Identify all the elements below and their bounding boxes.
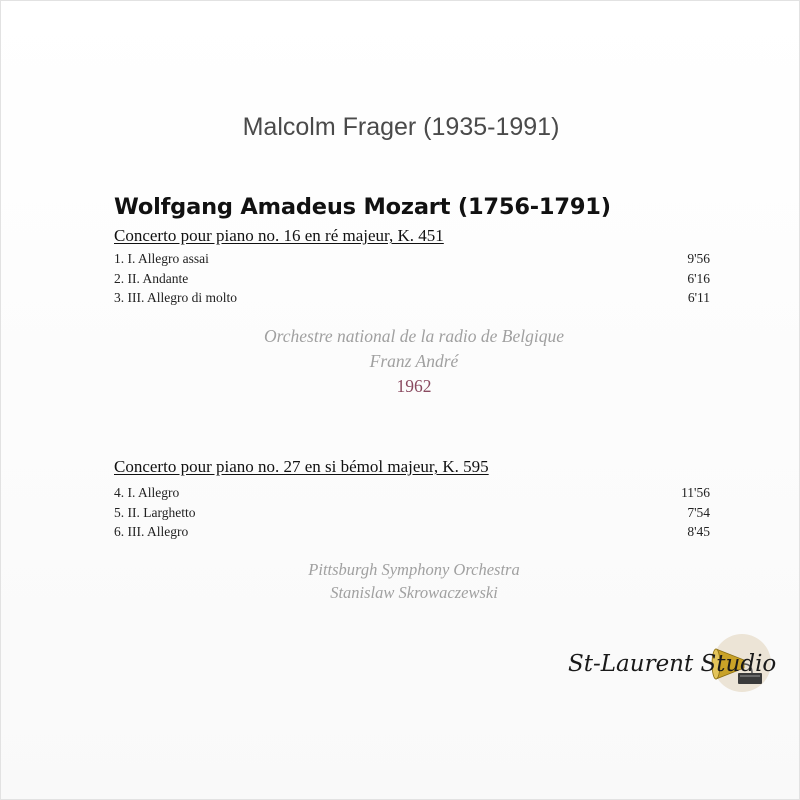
track-title: 2. II. Andante — [114, 270, 189, 286]
work-title-k451: Concerto pour piano no. 16 en ré majeur, K. 451 — [114, 226, 444, 245]
track-row — [114, 503, 710, 523]
conductor-name: Franz André — [369, 351, 459, 371]
track-row — [114, 269, 710, 289]
st-laurent-studio-logo — [566, 633, 776, 693]
track-duration: 11'56 — [681, 485, 710, 500]
orchestra-name: Orchestre national de la radio de Belgique — [263, 326, 565, 346]
track-duration: 6'11 — [687, 290, 710, 305]
track-row — [114, 483, 710, 503]
tracklist-k595 — [114, 483, 710, 542]
track-title: 3. III. Allegro di molto — [114, 290, 237, 305]
track-row — [114, 288, 710, 308]
performer-heading: Malcolm Frager (1935-1991) — [242, 113, 560, 141]
work-title-k595: Concerto pour piano no. 27 en si bémol majeur, K. 595 — [114, 457, 489, 476]
track-title: 5. II. Larghetto — [114, 504, 196, 520]
conductor-name: Stanislaw Skrowaczewski — [330, 583, 498, 602]
track-title: 6. III. Allegro — [114, 524, 189, 539]
track-duration: 7'54 — [687, 504, 710, 520]
composer-heading: Wolfgang Amadeus Mozart (1756-1791) — [114, 194, 611, 220]
tracklist-k451 — [114, 249, 710, 308]
track-duration: 9'56 — [687, 251, 710, 266]
recording-year: 1962 — [396, 376, 432, 396]
track-row — [114, 249, 710, 269]
credits-k595 — [1, 558, 800, 604]
logo-text: St-Laurent Studio — [568, 651, 776, 677]
track-row — [114, 522, 710, 542]
track-title: 1. I. Allegro assai — [114, 251, 209, 266]
orchestra-name: Pittsburgh Symphony Orchestra — [308, 560, 520, 579]
track-duration: 6'16 — [687, 270, 710, 286]
track-title: 4. I. Allegro — [114, 485, 180, 500]
track-duration: 8'45 — [687, 524, 710, 539]
credits-k451 — [1, 324, 800, 399]
